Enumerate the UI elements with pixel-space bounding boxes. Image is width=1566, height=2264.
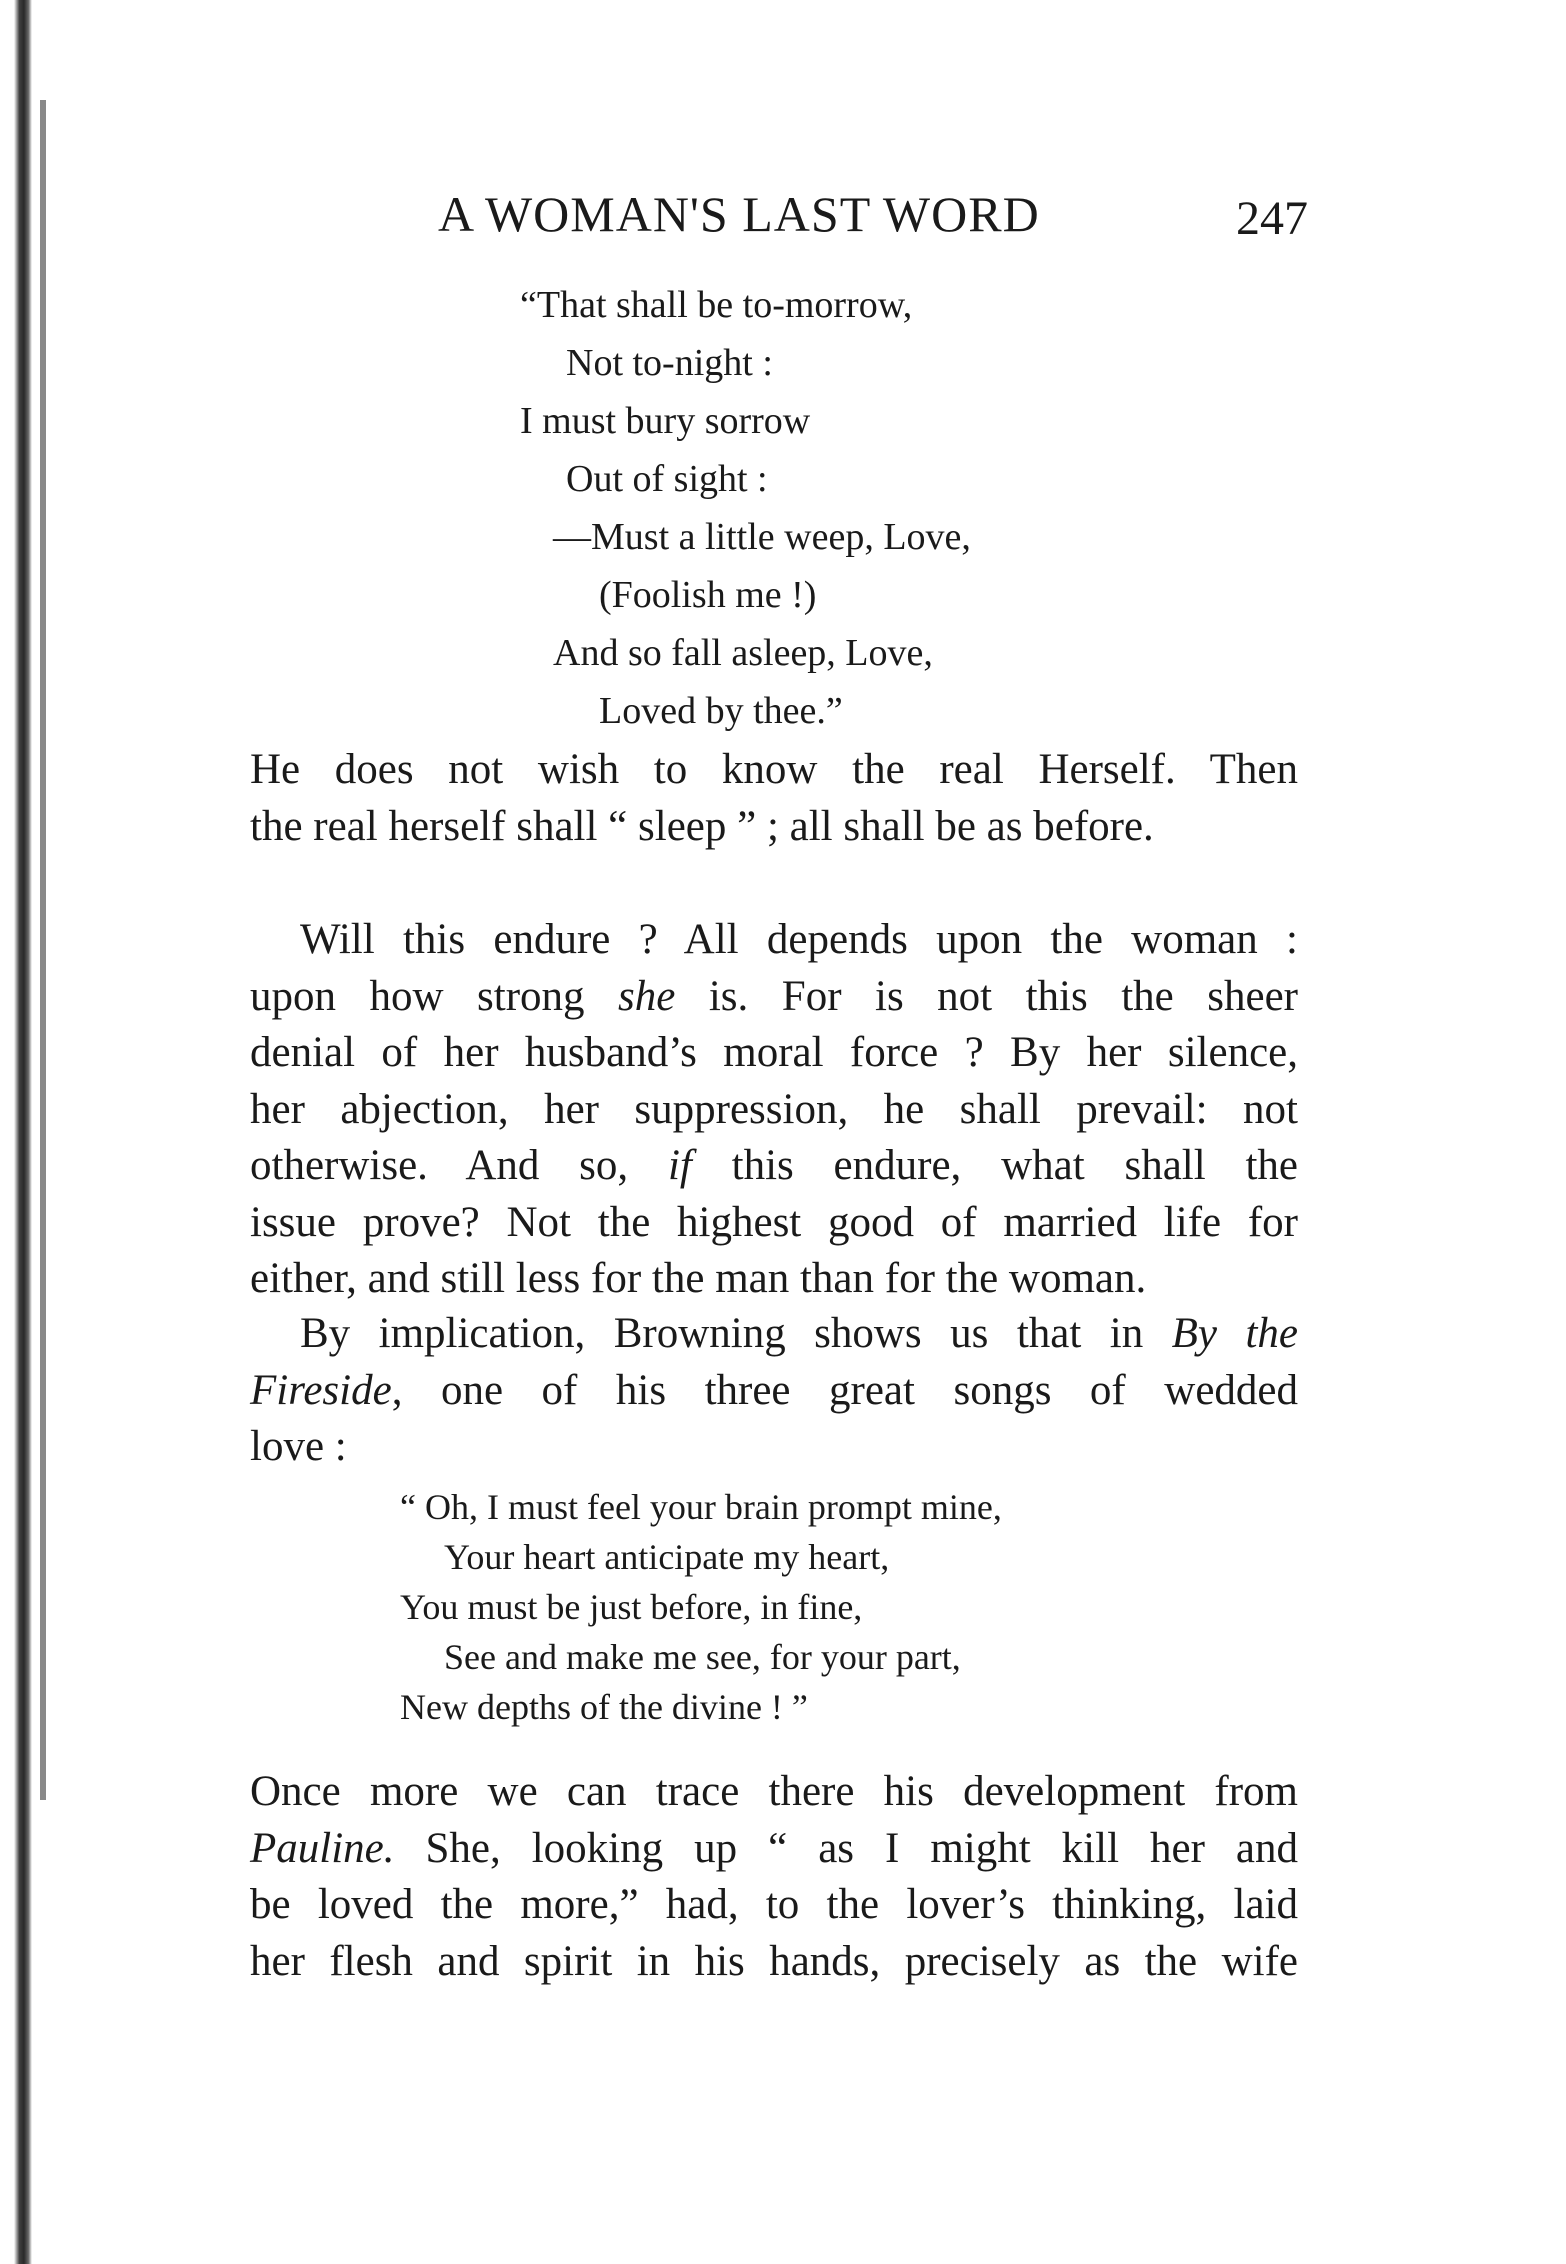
text-run: By implication, Browning shows us that in xyxy=(300,1310,1172,1357)
poem-line: (Foolish me !) xyxy=(599,574,817,616)
poem-line: See and make me see, for your part, xyxy=(444,1637,961,1677)
poem-line: “That shall be to-morrow, xyxy=(520,284,913,326)
poem-line: New depths of the divine ! ” xyxy=(400,1687,808,1727)
poem-stanza-1 xyxy=(520,276,912,508)
poem-line: I must bury sorrow xyxy=(520,400,811,442)
text-run: upon how strong xyxy=(250,972,619,1020)
page-number: 247 xyxy=(1236,192,1308,245)
text-line: issue prove? Not the highest good of married life for xyxy=(250,1198,1298,1246)
text-line: Will this endure ? All depends upon the woman : xyxy=(300,916,1298,963)
poem-line: Not to-night : xyxy=(566,342,773,384)
emphasis: By the xyxy=(1171,1310,1298,1357)
poem-line: —Must a little weep, Love, xyxy=(553,516,971,558)
text-line xyxy=(250,1821,1298,1878)
poem-line: Loved by thee.” xyxy=(599,690,843,732)
text-line: the real herself shall “ sleep ” ; all shall be as before. xyxy=(250,802,1154,850)
page-binding-edge xyxy=(14,0,32,2264)
poem-line: And so fall asleep, Love, xyxy=(553,632,933,674)
text-line: love : xyxy=(250,1423,347,1470)
page-header xyxy=(438,185,1308,255)
poem-stanza-2 xyxy=(553,508,971,740)
text-line: be loved the more,” had, to the lover’s thinking, laid xyxy=(250,1881,1298,1928)
text-run: otherwise. And so, xyxy=(250,1142,668,1189)
emphasis: Pauline. xyxy=(250,1824,395,1872)
text-run: , one of his three great songs of wedded xyxy=(391,1366,1298,1414)
text-run: is. For is not this the sheer xyxy=(675,972,1298,1020)
paragraph-1 xyxy=(250,742,1298,855)
text-line xyxy=(250,1138,1298,1195)
paragraph-4 xyxy=(250,1764,1298,1990)
emphasis: if xyxy=(667,1142,692,1189)
text-line xyxy=(250,1363,1298,1420)
poem-line: You must be just before, in fine, xyxy=(400,1587,863,1627)
text-line: her abjection, her suppression, he shall prevail: not xyxy=(250,1085,1298,1133)
poem-line: “ Oh, I must feel your brain prompt mine, xyxy=(400,1487,1002,1527)
text-line: either, and still less for the man than for the woman. xyxy=(250,1255,1147,1302)
text-line: He does not wish to know the real Herself. Then xyxy=(250,746,1298,793)
poem-line: Out of sight : xyxy=(566,458,768,500)
text-line xyxy=(250,969,1298,1026)
paragraph-3 xyxy=(250,1306,1298,1476)
emphasis: Fireside xyxy=(250,1366,392,1414)
text-line: denial of her husband’s moral force ? By her silence, xyxy=(250,1029,1298,1076)
page-binding-shadow xyxy=(40,100,46,1800)
text-line: Once more we can trace there his development from xyxy=(250,1768,1298,1815)
text-line xyxy=(250,1306,1298,1363)
text-line: her flesh and spirit in his hands, precisely as the wife xyxy=(250,1937,1298,1985)
poem-stanza-3 xyxy=(400,1482,1002,1732)
poem-line: Your heart anticipate my heart, xyxy=(444,1537,890,1577)
emphasis: she xyxy=(618,972,676,1020)
running-title: A WOMAN'S LAST WORD xyxy=(438,186,1040,242)
text-run: this endure, what shall the xyxy=(691,1142,1298,1189)
text-run: She, looking up “ as I might kill her and xyxy=(394,1824,1298,1872)
paragraph-2 xyxy=(250,912,1298,1308)
